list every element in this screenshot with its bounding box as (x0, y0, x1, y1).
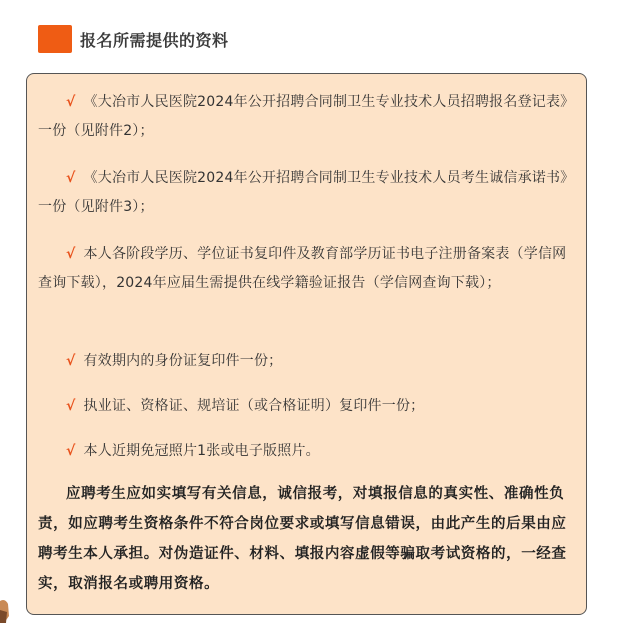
corner-figure-icon (0, 596, 10, 623)
requirement-text: 执业证、资格证、规培证（或合格证明）复印件一份； (83, 398, 425, 414)
requirement-text: 本人近期免冠照片1张或电子版照片。 (83, 443, 320, 459)
requirement-item (38, 437, 578, 466)
section-title: 报名所需提供的资料 (80, 30, 229, 50)
requirement-text: 有效期内的身份证复印件一份； (83, 353, 283, 369)
check-mark-icon: √ (66, 170, 76, 186)
section-header (38, 24, 229, 54)
check-mark-icon: √ (66, 246, 76, 262)
check-mark-icon: √ (66, 443, 76, 459)
requirement-item (38, 392, 578, 421)
requirement-text: 《大冶市人民医院2024年公开招聘合同制卫生专业技术人员招聘报名登记表》一份（见附件2）； (38, 94, 575, 139)
notice-paragraph: 应聘考生应如实填写有关信息，诚信报考，对填报信息的真实性、准确性负责，如应聘考生资格条件不符合岗位要求或填写信息错误，由此产生的后果由应聘考生本人承担。对伪造证件、材料、填报内容虚假等骗取考试资格的，一经查实，取消报名或聘用资格。 (38, 486, 567, 592)
requirement-item (38, 240, 578, 298)
requirement-text: 本人各阶段学历、学位证书复印件及教育部学历证书电子注册备案表（学信网查询下载），2024年应届生需提供在线学籍验证报告（学信网查询下载）； (38, 246, 567, 291)
check-mark-icon: √ (66, 94, 76, 110)
check-mark-icon: √ (66, 398, 76, 414)
requirements-box (26, 73, 587, 615)
requirement-item (38, 164, 578, 222)
requirement-item (38, 88, 578, 146)
requirement-text: 《大冶市人民医院2024年公开招聘合同制卫生专业技术人员考生诚信承诺书》一份（见附件3）； (38, 170, 575, 215)
check-mark-icon: √ (66, 353, 76, 369)
header-accent-square (38, 25, 72, 53)
requirement-item (38, 347, 578, 376)
